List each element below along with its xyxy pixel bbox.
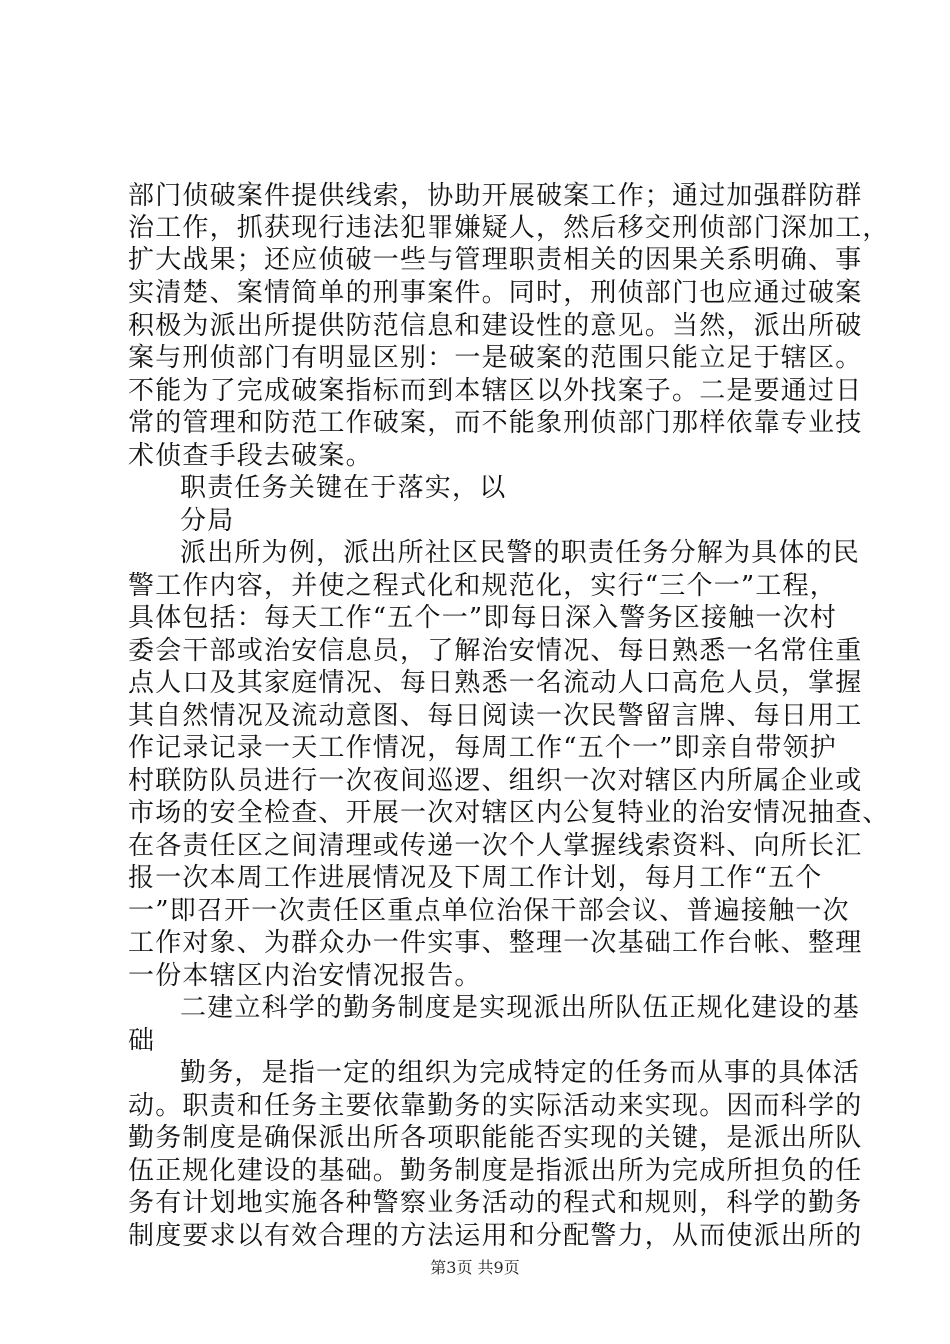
body-text-line: 报一次本周工作进展情况及下周工作计划，每月工作“五个	[128, 863, 823, 893]
body-text-line: 警工作内容，并使之程式化和规范化，实行“三个一”工程，	[128, 571, 837, 601]
body-text-line: 其自然情况及流动意图、每日阅读一次民警留言牌、每日用工	[128, 701, 863, 731]
paragraph-start-line: 派出所为例，派出所社区民警的职责任务分解为具体的民	[180, 538, 861, 568]
body-text-line: 务有计划地实施各种警察业务活动的程式和规则，科学的勤务	[128, 1188, 863, 1218]
section-heading-continued: 础	[128, 1026, 156, 1056]
paragraph-start-line: 勤务，是指一定的组织为完成特定的任务而从事的具体活	[180, 1058, 861, 1088]
body-text-line: 实清楚、案情简单的刑事案件。同时，刑侦部门也应通过破案	[128, 278, 863, 308]
body-text-line: 具体包括：每天工作“五个一”即每日深入警务区接触一次村	[128, 603, 837, 633]
body-text-line: 积极为派出所提供防范信息和建设性的意见。当然，派出所破	[128, 311, 863, 341]
body-text-line: 一份本辖区内治安情况报告。	[128, 961, 482, 991]
body-text-line: 勤务制度是确保派出所各项职能能否实现的关键，是派出所队	[128, 1123, 863, 1153]
body-text-line: 术侦查手段去破案。	[128, 441, 373, 471]
body-text-line: 制度要求以有效合理的方法运用和分配警力，从而使派出所的	[128, 1221, 863, 1251]
paragraph-start-line: 职责任务关键在于落实，以	[180, 473, 507, 503]
body-text-line: 治工作，抓获现行违法犯罪嫌疑人，然后移交刑侦部门深加工，	[128, 213, 890, 243]
body-text-line: 常的管理和防范工作破案，而不能象刑侦部门那样依靠专业技	[128, 408, 863, 438]
paragraph-start-line: 分局	[180, 506, 235, 536]
body-text-line: 动。职责和任务主要依靠勤务的实际活动来实现。因而科学的	[128, 1091, 863, 1121]
body-text-line: 部门侦破案件提供线索，协助开展破案工作；通过加强群防群	[128, 181, 863, 211]
body-text-line: 工作对象、为群众办一件实事、整理一次基础工作台帐、整理	[128, 928, 863, 958]
body-text-line: 作记录记录一天工作情况，每周工作“五个一”即亲自带领护	[128, 733, 837, 763]
page-number-footer: 第3页 共9页	[430, 1258, 520, 1277]
body-text-line: 不能为了完成破案指标而到本辖区以外找案子。二是要通过日	[128, 376, 863, 406]
body-text-line: 一”即召开一次责任区重点单位治保干部会议、普遍接触一次	[128, 896, 850, 926]
body-text-line: 市场的安全检查、开展一次对辖区内公复特业的治安情况抽查、	[128, 798, 890, 828]
body-text-line: 伍正规化建设的基础。勤务制度是指派出所为完成所担负的任	[128, 1156, 863, 1186]
body-text-line: 在各责任区之间清理或传递一次个人掌握线索资料、向所长汇	[128, 831, 863, 861]
section-heading: 二建立科学的勤务制度是实现派出所队伍正规化建设的基	[180, 993, 861, 1023]
body-text-line: 村联防队员进行一次夜间巡逻、组织一次对辖区内所属企业或	[128, 766, 863, 796]
body-text-line: 案与刑侦部门有明显区别：一是破案的范围只能立足于辖区。	[128, 343, 863, 373]
body-text-line: 扩大战果；还应侦破一些与管理职责相关的因果关系明确、事	[128, 245, 863, 275]
body-text-line: 委会干部或治安信息员，了解治安情况、每日熟悉一名常住重	[128, 636, 863, 666]
body-text-line: 点人口及其家庭情况、每日熟悉一名流动人口高危人员，掌握	[128, 668, 863, 698]
